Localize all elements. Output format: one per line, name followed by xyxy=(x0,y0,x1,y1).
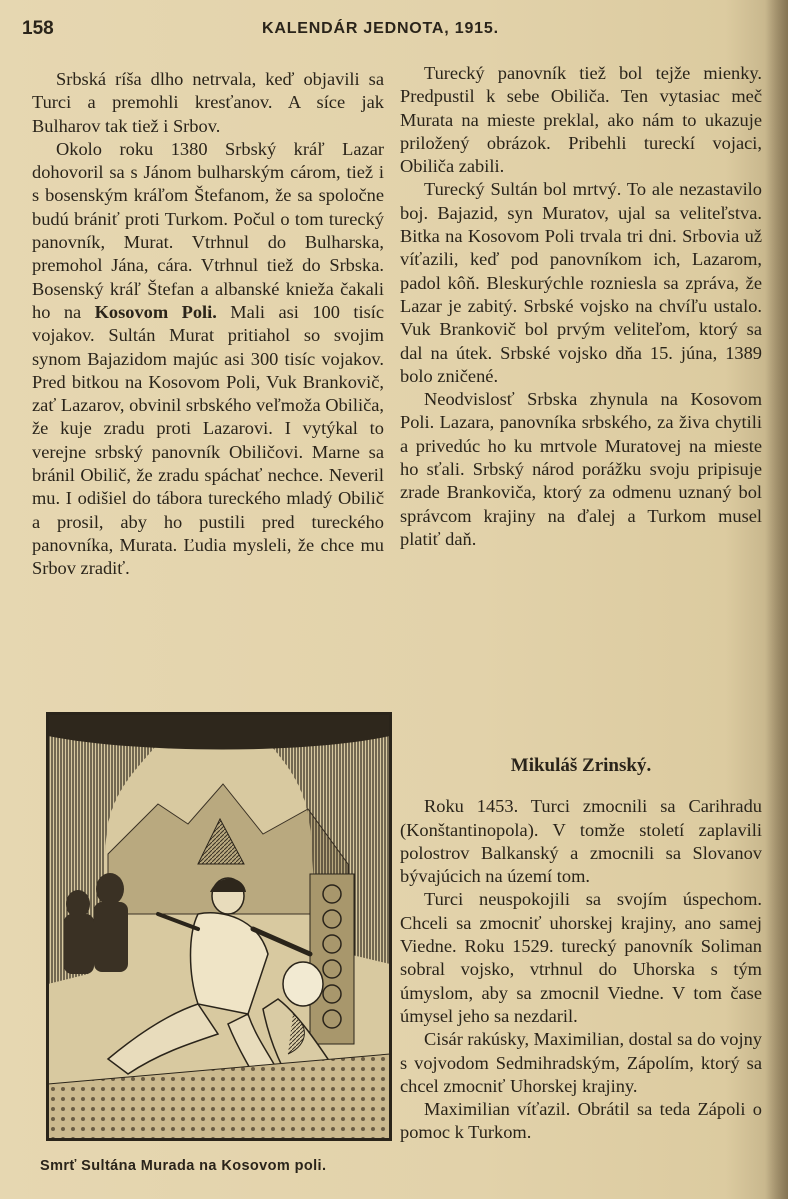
paragraph: Cisár rakúsky, Maximilian, dostal sa do vojny s vojvodom Sedmihradským, Zápolím, ktorý sa chcel zmocniť Uhorskej krajiny. xyxy=(400,1029,762,1096)
right-column-top xyxy=(400,62,762,551)
paragraph-text: Okolo roku 1380 Srbský kráľ Lazar dohovoril sa s Jánom bulharským cárom, tiež i s bosenským kráľom Štefanom, že sa spoločne budú brániť proti Turkom. Počul o tom turecký panovník, Murat. Vtrhnul do Bulharska, premohol Jána, cára. Vtrhnul tiež do Srbska. Bosenský kráľ Štefan a albanské knieža čakali ho na xyxy=(32,138,384,322)
page-number: 158 xyxy=(22,18,54,39)
paragraph: Turecký Sultán bol mrtvý. To ale nezastavilo boj. Bajazid, syn Muratov, ujal sa veliteľstva. Bitka na Kosovom Poli trvala tri dni. Srbovia už víťazili, keď pod panovníkom ich, Lazarom, padol kôň. Bleskurýchle rozniesla sa zpráva, že Lazar je zabitý. Srbské vojsko na chvíľu ustalo. Vuk Brankovič bol prvým veliteľom, ktorý sa dal na útek. Srbské vojsko dňa 15. júna, 1389 bolo zničené. xyxy=(400,179,762,386)
paragraph: Maximilian víťazil. Obrátil sa teda Zápoli o pomoc k Turkom. xyxy=(400,1099,762,1143)
paragraph: Roku 1453. Turci zmocnili sa Carihradu (Konštantinopola). V tomže století zaplavili polostrov Balkanský a zmocnili sa Slovanov bývajúcich na území tom. xyxy=(400,796,762,887)
paragraph: Turci neuspokojili sa svojím úspechom. Chceli sa zmocniť uhorskej krajiny, ano samej Viedne. Roku 1529. turecký panovník Soliman sobral vojsko, vtrhnul do Uhorska s tým úmyslom, aby sa zmocnil Viedne. V tom čase úmysel jeho sa nezdaril. xyxy=(400,889,762,1026)
paragraph: Turecký panovník tiež bol tejže mienky. Predpustil k sebe Obiliča. Ten vytasiac meč Murata na mieste preklal, ako nám to ukazuje priložený obrázok. Pribehli tureckí vojaci, Obiliča zabili. xyxy=(400,63,762,177)
place-name-bold: Kosovom Poli. xyxy=(94,301,217,322)
paragraph: Srbská ríša dlho netrvala, keď objavili sa Turci a premohli kresťanov. A síce jak Bulharov tak tiež i Srbov. xyxy=(32,69,384,136)
page-header xyxy=(22,18,762,48)
figure-caption: Smrť Sultána Murada na Kosovom poli. xyxy=(40,1158,327,1174)
left-column xyxy=(32,68,384,581)
right-column-bottom xyxy=(400,738,762,1145)
running-head: KALENDÁR JEDNOTA, 1915. xyxy=(262,20,499,37)
engraving-illustration xyxy=(46,712,392,1141)
paragraph-text: Mali asi 100 tisíc vojakov. Sultán Murat pritiahol so svojim synom Bajazidom majúc asi 300 tisíc vojakov. Pred bitkou na Kosovom Poli, Vuk Brankovič, zať Lazarov, obvinil srbského veľmoža Obiliča, že kuje zradu proti Lazarovi. I vytýkal to verejne srbský panovník Obiličovi. Marne sa bránil Obilič, že zradu spáchať nechce. Neveril mu. I odišiel do tábora tureckého mladý Obilič a prosil, aby ho pustili pred tureckého panovníka, Murata. Ľudia mysleli, že chce mu Srbov zradiť. xyxy=(32,301,385,579)
paragraph xyxy=(32,138,384,581)
section-title: Mikuláš Zrinský. xyxy=(510,755,652,776)
paragraph: Neodvislosť Srbska zhynula na Kosovom Poli. Lazara, panovníka srbského, za živa chytili a privedúc ho ku mrtvole Muratovej na mieste ho sťali. Srbský národ porážku svoju pripisuje zrade Brankoviča, ktorý za odmenu uznaný bol správcom krajiny na ďalej a Turkom musel platiť daň. xyxy=(400,389,762,549)
page-edge-shadow xyxy=(766,0,788,1199)
engraving-svg xyxy=(48,714,390,1139)
